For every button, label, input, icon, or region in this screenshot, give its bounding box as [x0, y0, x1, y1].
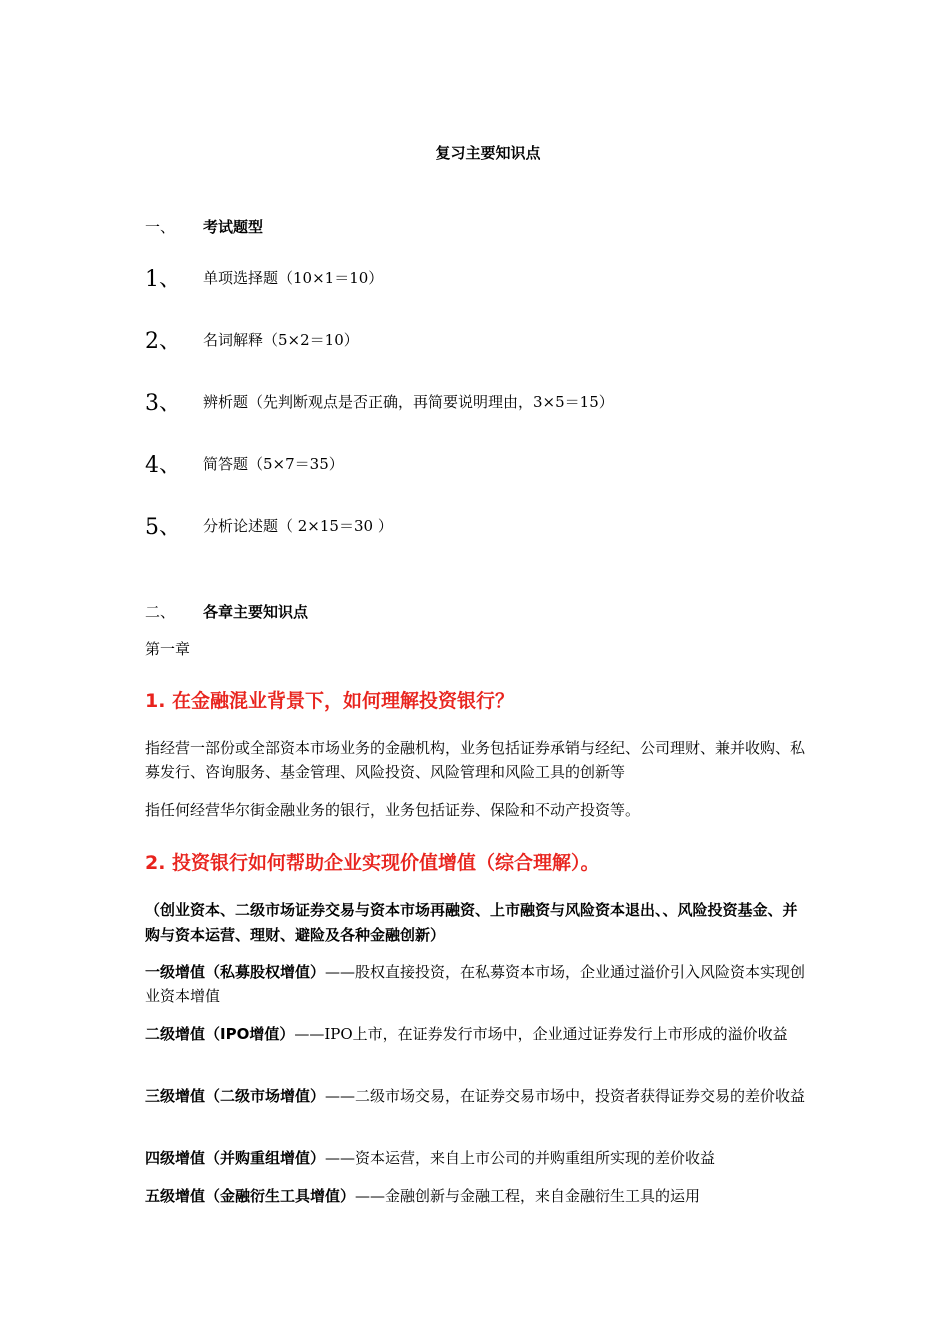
exam-item-3-text: 辨析题（先判断观点是否正确，再简要说明理由，3×5＝15）: [203, 393, 614, 411]
exam-item-1-text: 单项选择题（10×1＝10）: [203, 269, 384, 287]
value-level-4-label: 四级增值（并购重组增值）: [145, 1149, 326, 1167]
value-level-2: [145, 1022, 810, 1046]
exam-item-4-number: 4、: [145, 453, 181, 478]
question-1-heading: 1. 在金融混业背景下，如何理解投资银行？: [145, 690, 515, 712]
value-level-4-text: ——资本运营，来自上市公司的并购重组所实现的差价收益: [325, 1149, 716, 1167]
value-level-4: [145, 1146, 810, 1170]
chapter-label: 第一章: [145, 640, 191, 658]
question-2-intro: （创业资本、二级市场证券交易与资本市场再融资、上市融资与风险资本退出、、风险投资基金、并购与资本运营、理财、避险及各种金融创新）: [145, 901, 798, 944]
exam-item-5-number: 5、: [145, 515, 181, 540]
question-1-paragraph-1: 指经营一部份或全部资本市场业务的金融机构，业务包括证券承销与经纪、公司理财、兼并收购、私募发行、咨询服务、基金管理、风险投资、风险管理和风险工具的创新等: [145, 739, 806, 781]
exam-item-4-text: 简答题（5×7＝35）: [203, 455, 344, 473]
value-level-5-label: 五级增值（金融衍生工具增值）: [145, 1187, 356, 1205]
question-2-heading: 2. 投资银行如何帮助企业实现价值增值（综合理解）。: [145, 852, 600, 874]
exam-item-1-number: 1、: [145, 267, 181, 292]
value-level-5-text: ——金融创新与金融工程，来自金融衍生工具的运用: [355, 1187, 701, 1205]
value-level-5: [145, 1184, 810, 1208]
value-level-3-label: 三级增值（二级市场增值）: [145, 1087, 326, 1105]
value-level-1-label: 一级增值（私募股权增值）: [145, 963, 326, 981]
section-1-marker: 一、: [145, 218, 176, 236]
question-1-paragraph-2: 指任何经营华尔街金融业务的银行，业务包括证券、保险和不动产投资等。: [145, 801, 641, 819]
section-2-label: 各章主要知识点: [203, 603, 309, 621]
value-level-2-text: ——IPO上市，在证券发行市场中，企业通过证券发行上市形成的溢价收益: [294, 1025, 788, 1043]
value-level-1-text: ——股权直接投资，在私募资本市场，企业通过溢价引入风险资本实现创业资本增值: [145, 963, 806, 1005]
value-level-3-text: ——二级市场交易，在证券交易市场中，投资者获得证券交易的差价收益: [325, 1087, 806, 1105]
section-2-marker: 二、: [145, 603, 176, 621]
document-title: 复习主要知识点: [435, 144, 541, 162]
section-1-label: 考试题型: [203, 218, 264, 236]
exam-item-5-text: 分析论述题（ 2×15＝30 ）: [203, 517, 393, 535]
value-level-2-label: 二级增值（IPO增值）: [145, 1025, 295, 1043]
value-level-3: [145, 1084, 810, 1108]
value-level-1: [145, 960, 810, 1008]
exam-item-3-number: 3、: [145, 391, 181, 416]
exam-item-2-text: 名词解释（5×2＝10）: [203, 331, 359, 349]
exam-item-2-number: 2、: [145, 329, 181, 354]
